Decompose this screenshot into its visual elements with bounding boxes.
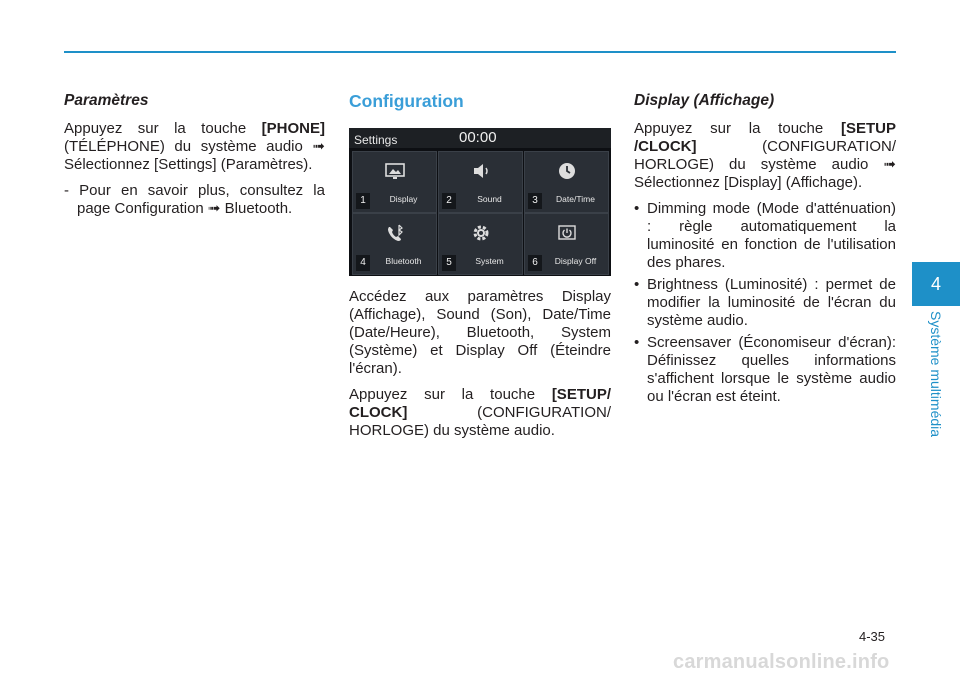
list-item: • Screensaver (Économiseur d'écran): Définissez quelles informations s'affichent lorsque le système audio ou l'écran est éteint. [634,334,896,406]
section-heading-configuration: Configuration [349,91,464,111]
column-display [634,92,896,410]
tile-date-time: 3 Date/Time [524,151,609,213]
tile-display: 1 Display [352,151,437,213]
screen-time: 00:00 [459,129,497,146]
paragraph-display-setup: Appuyez sur la touche [SETUP /CLOCK] (CONFIGURATION/ HORLOGE) du système audio ➟ Sélectionnez [Display] (Affichage). [634,120,896,191]
section-heading-display: Display (Affichage) [634,92,775,109]
screen-header [349,128,611,148]
settings-screen-image [349,128,611,276]
gear-icon [470,222,492,244]
chapter-tab: 4 [912,262,960,306]
clock-icon [556,160,578,182]
tile-display-off: 6 Display Off [524,213,609,275]
tile-system: 5 System [438,213,523,275]
screen-title: Settings [354,133,398,147]
dash-item-bluetooth: - Pour en savoir plus, consultez la page Configuration ➟ Bluetooth. [64,182,325,217]
paragraph-setup-clock: Appuyez sur la touche [SETUP/ CLOCK] (CONFIGURATION/ HORLOGE) du système audio. [349,386,611,439]
key-phone: [PHONE] [261,120,325,137]
bluetooth-phone-icon [384,222,406,244]
column-configuration [349,92,611,448]
page-number: 4-35 [859,629,886,644]
speaker-icon [470,160,492,182]
paragraph-phone: Appuyez sur la touche [PHONE] (TÉLÉPHONE) du système audio ➟ Sélectionnez [Settings] (Paramètres). [64,120,325,173]
tile-bluetooth: 4 Bluetooth [352,213,437,275]
list-item: • Dimming mode (Mode d'atténuation) : règle automatiquement la luminosité en fonction de l'utilisation des phares. [634,200,896,272]
tile-sound: 2 Sound [438,151,523,213]
list-item: • Brightness (Luminosité) : permet de modifier la luminosité de l'écran du système audio. [634,276,896,330]
paragraph-settings-list: Accédez aux paramètres Display (Affichage), Sound (Son), Date/Time (Date/Heure), Bluetooth, System (Système) et Display Off (Éteindre l'écran). [349,288,611,377]
top-rule [64,51,896,53]
key-setup-clock: [SETUP/ CLOCK] [349,386,611,421]
watermark: carmanualsonline.info [673,651,890,673]
section-heading-parametres: Paramètres [64,92,149,109]
column-parametres [64,92,325,226]
display-options-list [634,200,896,406]
power-screen-icon [556,222,578,244]
key-setup-clock-2: [SETUP /CLOCK] [634,120,896,155]
display-icon [384,160,406,182]
